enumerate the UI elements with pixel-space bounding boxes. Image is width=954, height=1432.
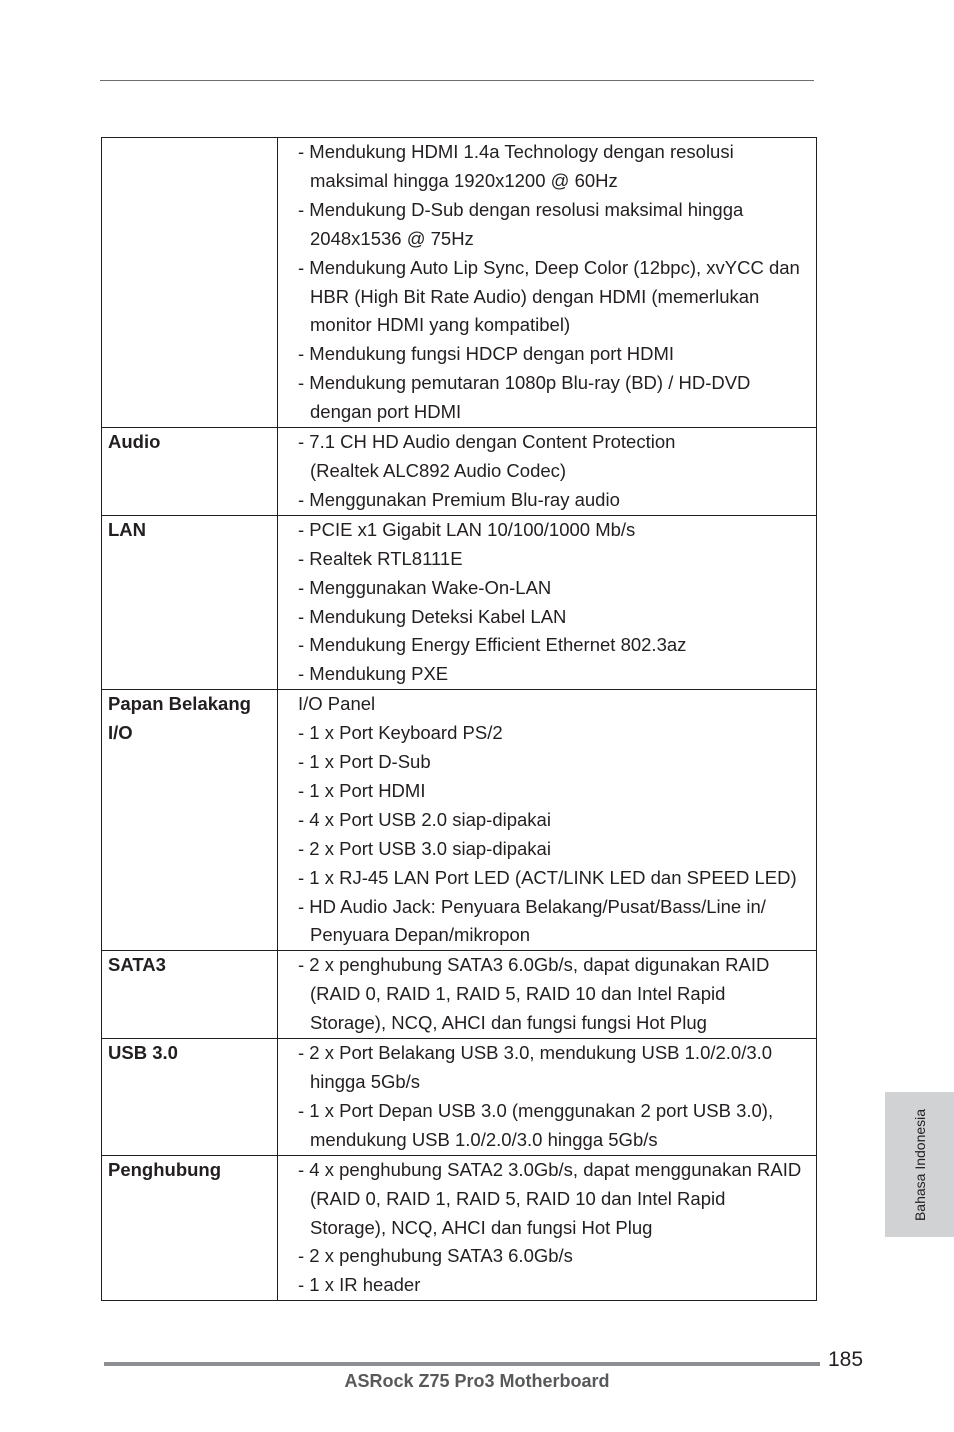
- spec-row-label: [102, 1155, 278, 1301]
- spec-line: dengan port HDMI: [310, 401, 462, 423]
- spec-line: - 2 x penghubung SATA3 6.0Gb/s, dapat digunakan RAID: [298, 954, 770, 976]
- spec-line: - Menggunakan Wake-On-LAN: [298, 576, 552, 598]
- spec-line: - Mendukung fungsi HDCP dengan port HDMI: [298, 343, 675, 365]
- spec-line: - Mendukung Energy Efficient Ethernet 802.3az: [298, 634, 687, 656]
- spec-line: Storage), NCQ, AHCI dan fungsi Hot Plug: [310, 1216, 653, 1238]
- spec-row-content: [278, 951, 817, 1039]
- spec-line: - Mendukung pemutaran 1080p Blu-ray (BD) / HD-DVD: [298, 372, 751, 394]
- spec-line: - 1 x Port Keyboard PS/2: [298, 722, 503, 744]
- spec-line: - Mendukung Deteksi Kabel LAN: [298, 605, 567, 627]
- spec-line: - HD Audio Jack: Penyuara Belakang/Pusat/Bass/Line in/: [298, 895, 766, 917]
- bottom-rule: [104, 1362, 820, 1366]
- spec-line: - 2 x Port Belakang USB 3.0, mendukung USB 1.0/2.0/3.0: [298, 1042, 773, 1064]
- spec-row: [102, 138, 817, 428]
- spec-line: 2048x1536 @ 75Hz: [310, 227, 474, 249]
- language-side-tab: [885, 1092, 954, 1237]
- spec-line: (Realtek ALC892 Audio Codec): [310, 459, 567, 481]
- spec-label-line: Papan Belakang: [108, 693, 251, 715]
- spec-row-content: [278, 138, 817, 428]
- spec-line: (RAID 0, RAID 1, RAID 5, RAID 10 dan Intel Rapid: [310, 983, 726, 1005]
- spec-row-content: [278, 1155, 817, 1301]
- spec-row-content: [278, 690, 817, 951]
- spec-label-line: I/O: [108, 722, 133, 744]
- spec-row-label: [102, 951, 278, 1039]
- spec-line: - Mendukung HDMI 1.4a Technology dengan resolusi: [298, 141, 734, 162]
- spec-line: hingga 5Gb/s: [310, 1071, 421, 1092]
- spec-line: Penyuara Depan/mikropon: [310, 924, 531, 946]
- spec-line: - 1 x Port D-Sub: [298, 751, 431, 773]
- spec-label-line: Audio: [108, 431, 161, 453]
- spec-line: - Menggunakan Premium Blu-ray audio: [298, 488, 620, 510]
- spec-label-line: LAN: [108, 518, 147, 540]
- spec-row-label: [102, 1039, 278, 1156]
- spec-line: - 1 x RJ-45 LAN Port LED (ACT/LINK LED dan SPEED LED): [298, 866, 797, 888]
- spec-line: - 2 x penghubung SATA3 6.0Gb/s: [298, 1245, 573, 1267]
- spec-table-body: [102, 138, 817, 1301]
- footer-title: ASRock Z75 Pro3 Motherboard: [344, 1371, 610, 1391]
- spec-line: - 4 x Port USB 2.0 siap-dipakai: [298, 808, 551, 830]
- spec-row: [102, 690, 817, 951]
- spec-line: HBR (High Bit Rate Audio) dengan HDMI (memerlukan: [310, 285, 760, 307]
- spec-row-content: [278, 428, 817, 516]
- spec-row: [102, 1155, 817, 1301]
- spec-line: - 7.1 CH HD Audio dengan Content Protection: [298, 431, 676, 453]
- spec-line: - 1 x IR header: [298, 1274, 421, 1296]
- spec-table: [101, 137, 817, 1301]
- spec-row-label: [102, 515, 278, 689]
- spec-line: - 4 x penghubung SATA2 3.0Gb/s, dapat menggunakan RAID: [298, 1158, 802, 1180]
- spec-row-content: [278, 1039, 817, 1156]
- spec-label-line: USB 3.0: [108, 1042, 178, 1064]
- spec-row: [102, 428, 817, 516]
- page-number: 185: [828, 1348, 864, 1371]
- spec-label-line: Penghubung: [108, 1158, 222, 1180]
- spec-line: I/O Panel: [298, 693, 376, 715]
- spec-line: - PCIE x1 Gigabit LAN 10/100/1000 Mb/s: [298, 518, 636, 540]
- spec-row-content: [278, 515, 817, 689]
- spec-row: [102, 951, 817, 1039]
- spec-row: [102, 1039, 817, 1156]
- spec-row-label: [102, 138, 278, 428]
- spec-line: - 1 x Port Depan USB 3.0 (menggunakan 2 port USB 3.0),: [298, 1099, 774, 1121]
- spec-line: - Realtek RTL8111E: [298, 547, 463, 569]
- spec-label-line: SATA3: [108, 954, 166, 976]
- spec-row-label: [102, 690, 278, 951]
- spec-line: - Mendukung D-Sub dengan resolusi maksimal hingga: [298, 198, 744, 220]
- spec-line: mendukung USB 1.0/2.0/3.0 hingga 5Gb/s: [310, 1128, 658, 1150]
- spec-row-label: [102, 428, 278, 516]
- spec-line: Storage), NCQ, AHCI dan fungsi fungsi Hot Plug: [310, 1012, 707, 1034]
- top-rule: [100, 80, 814, 81]
- language-side-tab-label: Bahasa Indonesia: [911, 1108, 928, 1221]
- spec-line: - 2 x Port USB 3.0 siap-dipakai: [298, 837, 551, 859]
- spec-line: maksimal hingga 1920x1200 @ 60Hz: [310, 169, 618, 191]
- spec-line: - Mendukung PXE: [298, 663, 449, 685]
- spec-line: monitor HDMI yang kompatibel): [310, 314, 571, 336]
- spec-line: - Mendukung Auto Lip Sync, Deep Color (12bpc), xvYCC dan: [298, 256, 800, 278]
- spec-line: - 1 x Port HDMI: [298, 779, 426, 801]
- spec-row: [102, 515, 817, 689]
- spec-line: (RAID 0, RAID 1, RAID 5, RAID 10 dan Intel Rapid: [310, 1187, 726, 1209]
